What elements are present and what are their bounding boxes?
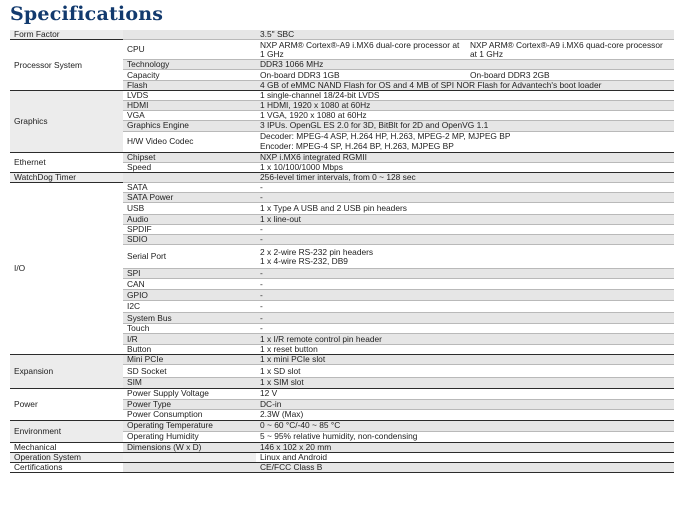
codec-decoder: Decoder: MPEG-4 ASP, H.264 HP, H.263, MPEG-2 MP, MJPEG BP [260, 131, 511, 142]
table-row [10, 388, 674, 399]
spec-value: 12 V [256, 388, 674, 399]
category-certifications: Certifications [10, 462, 123, 472]
table-row [10, 91, 674, 101]
spec-label: Serial Port [123, 245, 256, 269]
spec-label: System Bus [123, 313, 256, 324]
spec-label: SPI [123, 269, 256, 279]
category-operation-system: Operation System [10, 452, 123, 462]
spec-value: - [256, 182, 674, 192]
table-row [10, 172, 674, 182]
spec-label: CAN [123, 279, 256, 290]
spec-label: I/R [123, 334, 256, 345]
serial-line-2: 1 x 4-wire RS-232, DB9 [260, 255, 348, 266]
spec-value: 1 x 10/100/1000 Mbps [256, 162, 674, 172]
spec-value: 2.3W (Max) [256, 409, 674, 420]
category-processor-system: Processor System [10, 40, 123, 91]
spec-label: Chipset [123, 152, 256, 162]
spec-value: 256-level timer intervals, from 0 ~ 128 sec [256, 172, 674, 182]
spec-label [123, 30, 256, 40]
table-row [10, 452, 674, 462]
spec-value: 1 HDMI, 1920 x 1080 at 60Hz [256, 101, 674, 111]
category-io: I/O [10, 182, 123, 355]
spec-label: Speed [123, 162, 256, 172]
table-row [10, 462, 674, 472]
spec-value: 1 x reset button [256, 345, 674, 355]
spec-value: Linux and Android [256, 452, 674, 462]
category-environment: Environment [10, 420, 123, 442]
spec-label: SD Socket [123, 365, 256, 378]
page-title: Specifications [10, 3, 164, 25]
spec-value: 1 x line-out [256, 214, 674, 224]
spec-label: Flash [123, 81, 256, 91]
spec-value: On-board DDR3 2GB [466, 70, 674, 81]
spec-value [256, 131, 674, 152]
serial-line-1: 2 x 2-wire RS-232 pin headers [260, 246, 374, 257]
spec-label: SPDIF [123, 225, 256, 235]
table-row [10, 355, 674, 365]
spec-label: Dimensions (W x D) [123, 442, 256, 452]
spec-label: Audio [123, 214, 256, 224]
spec-value: 1 x Type A USB and 2 USB pin headers [256, 202, 674, 214]
category-ethernet: Ethernet [10, 152, 123, 172]
spec-label: Mini PCIe [123, 355, 256, 365]
spec-value: NXP ARM® Cortex®-A9 i.MX6 dual-core processor at 1 GHz [256, 40, 466, 60]
spec-value: 3 IPUs. OpenGL ES 2.0 for 3D, BitBlt for 2D and OpenVG 1.1 [256, 121, 674, 131]
spec-label: SATA [123, 182, 256, 192]
spec-value: On-board DDR3 1GB [256, 70, 466, 81]
spec-value: 146 x 102 x 20 mm [256, 442, 674, 452]
category-expansion: Expansion [10, 355, 123, 388]
spec-label: Button [123, 345, 256, 355]
spec-value: - [256, 324, 674, 334]
category-watchdog-timer: WatchDog Timer [10, 172, 123, 182]
spec-label: Operating Humidity [123, 431, 256, 442]
spec-value: 3.5" SBC [256, 30, 674, 40]
spec-label [123, 172, 256, 182]
spec-label: Power Supply Voltage [123, 388, 256, 399]
spec-label: Operating Temperature [123, 420, 256, 431]
spec-label [123, 462, 256, 472]
spec-value: 0 ~ 60 °C/-40 ~ 85 °C [256, 420, 674, 431]
codec-encoder: Encoder: MPEG-4 SP, H.264 BP, H.263, MJPEG BP [260, 140, 454, 151]
table-row [10, 30, 674, 40]
spec-label: SDIO [123, 235, 256, 245]
spec-value: - [256, 301, 674, 313]
spec-label: SIM [123, 378, 256, 388]
spec-label [123, 452, 256, 462]
spec-value: 1 x mini PCIe slot [256, 355, 674, 365]
table-row [10, 420, 674, 431]
spec-label: CPU [123, 40, 256, 60]
spec-label: Technology [123, 60, 256, 70]
table-row [10, 182, 674, 192]
spec-label: Power Consumption [123, 409, 256, 420]
spec-value [256, 245, 674, 269]
spec-value: 4 GB of eMMC NAND Flash for OS and 4 MB of SPI NOR Flash for Advantech's boot loader [256, 81, 674, 91]
spec-value: NXP ARM® Cortex®-A9 i.MX6 quad-core processor at 1 GHz [466, 40, 674, 60]
spec-value: - [256, 313, 674, 324]
category-power: Power [10, 388, 123, 420]
spec-label: Capacity [123, 70, 256, 81]
spec-label: I2C [123, 301, 256, 313]
spec-label: LVDS [123, 91, 256, 101]
table-row [10, 40, 674, 60]
spec-label: GPIO [123, 290, 256, 301]
spec-value: NXP i.MX6 integrated RGMII [256, 152, 674, 162]
spec-value: 1 single-channel 18/24-bit LVDS [256, 91, 674, 101]
spec-value: 1 x SIM slot [256, 378, 674, 388]
spec-value: - [256, 235, 674, 245]
spec-label: USB [123, 202, 256, 214]
category-form-factor: Form Factor [10, 30, 123, 40]
spec-label: Graphics Engine [123, 121, 256, 131]
spec-value: 1 VGA, 1920 x 1080 at 60Hz [256, 111, 674, 121]
table-row [10, 442, 674, 452]
spec-label: Power Type [123, 399, 256, 409]
spec-value: - [256, 290, 674, 301]
spec-label: VGA [123, 111, 256, 121]
spec-label: H/W Video Codec [123, 131, 256, 152]
category-mechanical: Mechanical [10, 442, 123, 452]
spec-value: - [256, 269, 674, 279]
spec-label: SATA Power [123, 192, 256, 202]
specifications-table [10, 30, 674, 473]
spec-value: - [256, 192, 674, 202]
spec-value: CE/FCC Class B [256, 462, 674, 472]
spec-value: - [256, 225, 674, 235]
spec-value: 5 ~ 95% relative humidity, non-condensing [256, 431, 674, 442]
category-graphics: Graphics [10, 91, 123, 152]
table-row [10, 152, 674, 162]
spec-value: DC-in [256, 399, 674, 409]
spec-label: Touch [123, 324, 256, 334]
spec-value: DDR3 1066 MHz [256, 60, 674, 70]
spec-value: 1 x SD slot [256, 365, 674, 378]
spec-value: 1 x I/R remote control pin header [256, 334, 674, 345]
spec-label: HDMI [123, 101, 256, 111]
spec-value: - [256, 279, 674, 290]
